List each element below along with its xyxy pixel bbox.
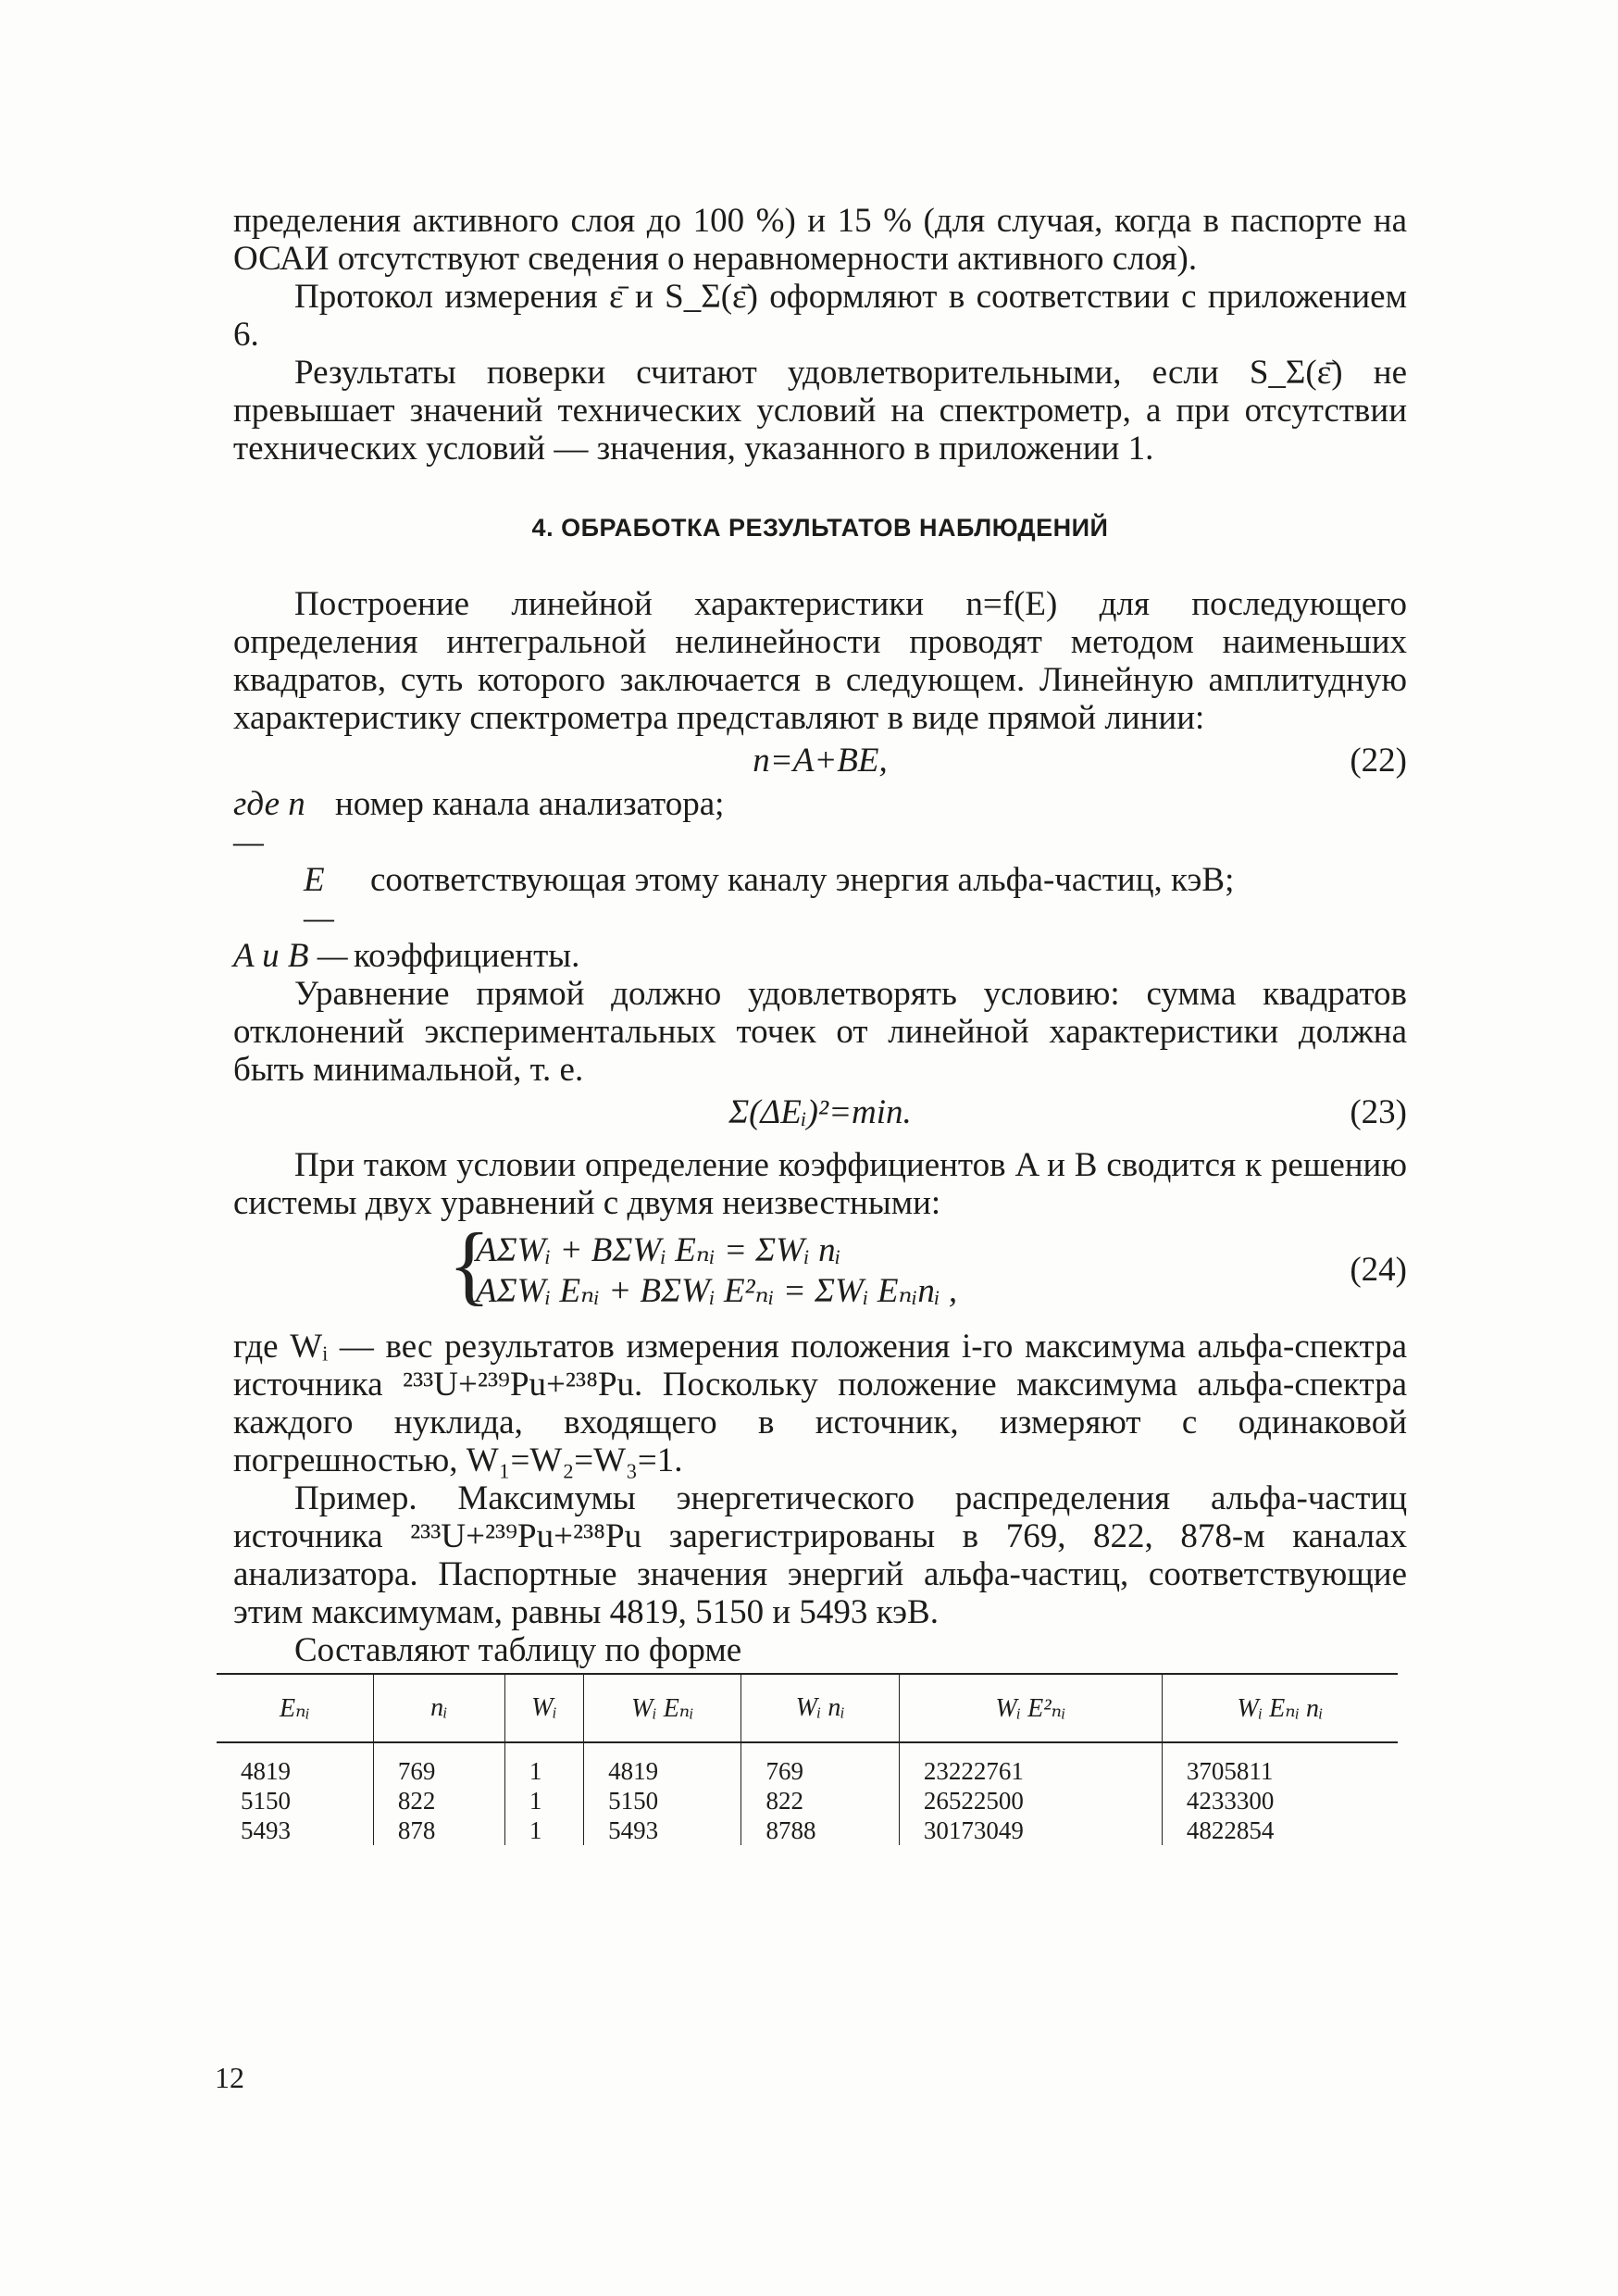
definition-ab-text: коэффициенты. (354, 937, 580, 975)
definition-e-symbol: E — (304, 861, 334, 937)
paragraph-9: Составляют таблицу по форме (294, 1631, 742, 1669)
header-cell: Wᵢ Eₙᵢ (584, 1674, 741, 1742)
header-cell: nᵢ (373, 1674, 504, 1742)
brace-symbol: { (448, 1215, 492, 1314)
equation-24-line-2: AΣWᵢ Eₙᵢ + BΣWᵢ E²ₙᵢ = ΣWᵢ Eₙᵢnᵢ , (476, 1272, 958, 1310)
section-heading: 4. ОБРАБОТКА РЕЗУЛЬТАТОВ НАБЛЮДЕНИЙ (531, 514, 1109, 542)
table-cell: 822 (373, 1786, 504, 1816)
definitions (233, 785, 1407, 975)
definition-e (233, 861, 1407, 937)
table-row (217, 1816, 1398, 1845)
definition-n-text: номер канала анализатора; (335, 785, 725, 823)
equation-24 (233, 1215, 1407, 1315)
table-cell: 4819 (584, 1742, 741, 1786)
table-cell: 769 (373, 1742, 504, 1786)
equation-23-body: Σ(ΔEᵢ)²=min. (728, 1093, 912, 1131)
header-cell: Wᵢ E²ₙᵢ (899, 1674, 1162, 1742)
paragraph-8: Пример. Максимумы энергетического распределения альфа-частиц источника ²³³U+²³⁹Pu+²³⁸Pu зарегистрированы в 769, 822, 878-м каналах анализатора. Паспортные значения энергий альфа-частиц, соответствующие этим максимумам, равны 4819, 5150 и 5493 кэВ. (233, 1479, 1407, 1631)
table-cell: 1 (504, 1786, 583, 1816)
definition-n-symbol: где n — (233, 785, 305, 861)
definition-n (233, 785, 1407, 861)
equation-23 (233, 1092, 1407, 1137)
equation-23-number: (23) (1350, 1093, 1407, 1131)
table-row (217, 1742, 1398, 1786)
equation-22 (233, 741, 1407, 785)
definition-ab-symbol: A и B — (233, 937, 348, 975)
table-cell: 5493 (584, 1816, 741, 1845)
paragraph-4: Построение линейной характеристики n=f(E) для последующего определения интегральной нелинейности проводят методом наименьших квадратов, суть которого заключается в следующем. Линейную амплитудную характеристику спектрометра представляют в виде прямой линии: (233, 585, 1407, 737)
equation-24-line-1: AΣWᵢ + BΣWᵢ Eₙᵢ = ΣWᵢ nᵢ (476, 1231, 841, 1269)
table-cell: 4233300 (1162, 1786, 1398, 1816)
equation-22-number: (22) (1350, 742, 1407, 780)
table-cell: 30173049 (899, 1816, 1162, 1845)
table-cell: 5150 (584, 1786, 741, 1816)
paragraph-2: Протокол измерения ε̄ и S_Σ(ε̄) оформляют в соответствии с приложением 6. (233, 278, 1407, 354)
table-cell: 5150 (241, 1787, 291, 1815)
table-cell: 1 (504, 1816, 583, 1845)
paragraph-5: Уравнение прямой должно удовлетворять условию: сумма квадратов отклонений экспериментальных точек от линейной характеристики должна быть минимальной, т. е. (233, 975, 1407, 1089)
page-content (233, 202, 1407, 1845)
equation-22-body: n=A+BE, (753, 742, 888, 780)
header-cell: Eₙᵢ (217, 1674, 373, 1742)
table-cell: 4822854 (1162, 1816, 1398, 1845)
paragraph-6: При таком условии определение коэффициентов A и B сводится к решению системы двух уравнений с двумя неизвестными: (233, 1146, 1407, 1222)
table-cell: 3705811 (1162, 1742, 1398, 1786)
table-cell: 822 (741, 1786, 899, 1816)
table-header-row (217, 1674, 1398, 1742)
table-cell: 878 (373, 1816, 504, 1845)
page-number: 12 (215, 2061, 244, 2094)
data-table (217, 1673, 1398, 1845)
table-row (217, 1786, 1398, 1816)
table-cell: 4819 (241, 1757, 291, 1785)
table-cell: 5493 (241, 1816, 291, 1844)
equation-24-number: (24) (1350, 1251, 1407, 1289)
table-cell: 26522500 (899, 1786, 1162, 1816)
table-cell: 8788 (741, 1816, 899, 1845)
paragraph-3: Результаты поверки считают удовлетворительными, если S_Σ(ε̄) не превышает значений технических условий на спектрометр, а при отсутствии технических условий — значения, указанного в приложении 1. (233, 354, 1407, 468)
paragraph-1: пределения активного слоя до 100 %) и 15 % (для случая, когда в паспорте на ОСАИ отсутствуют сведения о неравномерности активного слоя). (233, 202, 1407, 278)
header-cell: Wᵢ nᵢ (741, 1674, 899, 1742)
table-cell: 769 (741, 1742, 899, 1786)
table-cell: 23222761 (899, 1742, 1162, 1786)
paragraph-7: где Wᵢ — вес результатов измерения положения i-го максимума альфа-спектра источника ²³³U+²³⁹Pu+²³⁸Pu. Поскольку положение максимума альфа-спектра каждого нуклида, входящего в источник, измеряют с одинаковой погрешностью, W₁=W₂=W₃=1. (233, 1328, 1407, 1479)
header-cell: Wᵢ Eₙᵢ nᵢ (1162, 1674, 1398, 1742)
definition-ab (233, 937, 1407, 975)
header-cell: Wᵢ (504, 1674, 583, 1742)
table-cell: 1 (504, 1742, 583, 1786)
definition-e-text: соответствующая этому каналу энергия альфа-частиц, кэВ; (370, 861, 1235, 899)
